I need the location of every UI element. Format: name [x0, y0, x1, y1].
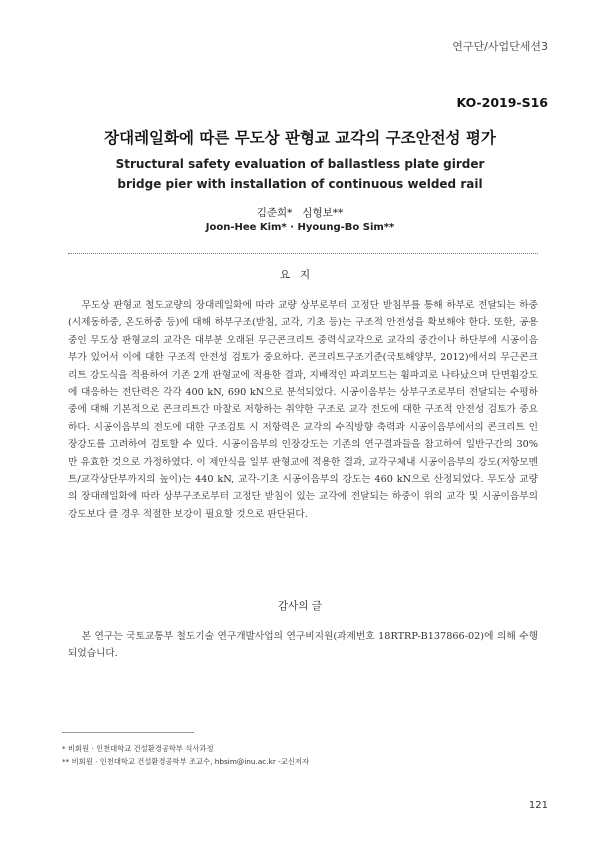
authors-korean: 김준희* 심형보** [256, 207, 344, 219]
authors-english: Joon-Hee Kim* · Hyoung-Bo Sim** [205, 222, 395, 233]
title-english-line1: Structural safety evaluation of ballastless plate girder [115, 157, 485, 171]
footnote-item: ** 비회원 · 인천대학교 건설환경공학부 조교수, hbsim@inu.ac.kr -교신저자 [62, 757, 309, 766]
title-english [0, 154, 600, 194]
paper-code: KO-2019-S16 [456, 95, 548, 110]
footnote-rule [62, 732, 194, 733]
session-header: 연구단/사업단세션3 [452, 40, 548, 53]
page-number: 121 [528, 800, 548, 811]
footnotes [62, 742, 542, 768]
acknowledgement-heading: 감사의 글 [278, 600, 322, 612]
acknowledgement-body: 본 연구는 국토교통부 철도기술 연구개발사업의 연구비지원(과제번호 18RTRP-B137866-02)에 의해 수행되었습니다. [68, 631, 538, 660]
footnote-item: * 비회원 · 인천대학교 건설환경공학부 석사과정 [62, 744, 214, 753]
dotted-divider [68, 253, 538, 254]
title-korean: 장대레일화에 따른 무도상 판형교 교각의 구조안전성 평가 [104, 129, 496, 147]
title-english-line2: bridge pier with installation of continuous welded rail [117, 177, 483, 191]
abstract-body: 무도상 판형교 철도교량의 장대레일화에 따라 교량 상부로부터 고정단 받침부를 통해 하부로 전달되는 하중(시제동하중, 온도하중 등)에 대해 하부구조(받침, 교각, 기초 등)는 구조적 안전성을 확보해야 한다. 또한, 공용중인 무도상 판형교의 교각은 대부분 오래된 무근콘크리트 중력식교각으로 교각의 중간이나 하단부에 시공이음부가 있어서 이에 대한 구조적 안전성 검토가 중요하다. 콘크리트구조기준(국토해양부, 2012)에서의 무근콘크리트 강도식을 적용하여 기존 2개 판형교에 적용한 결과, 지배적인 파괴모드는 휨파괴로 나타났으며 단면휨강도에 대응하는 전단력은 각각 400 kN, 690 kN으로 분석되었다. 시공이음부는 상부구조로부터 전달되는 수평하중에 대해 기본적으로 콘크리트간 마찰로 저항하는 취약한 구조로 교각 전도에 대한 구조적 안전성 검토가 중요하다. 시공이음부의 전도에 대한 구조검토 시 저항력은 교각의 수직방향 축력과 시공이음부에서의 콘크리트 인장강도를 고려하여 검토할 수 있다. 시공이음부의 인장강도는 기존의 연구결과들을 참고하여 일반구간의 30%만 유효한 것으로 가정하였다. 이 제안식을 일부 판형교에 적용한 결과, 교각구체내 시공이음부의 강도(저항모멘트/교각상단부까지의 높이)는 440 kN, 교각-기초 시공이음부의 강도는 460 kN으로 산정되었다. 무도상 교량의 장대레일화에 따라 상부구조로부터 고정단 받침이 있는 교각에 전달되는 하중이 위의 교각 및 시공이음부의 강도보다 클 경우 적절한 보강이 필요할 것으로 판단된다. [68, 300, 538, 520]
abstract-heading: 요지 [279, 269, 321, 281]
